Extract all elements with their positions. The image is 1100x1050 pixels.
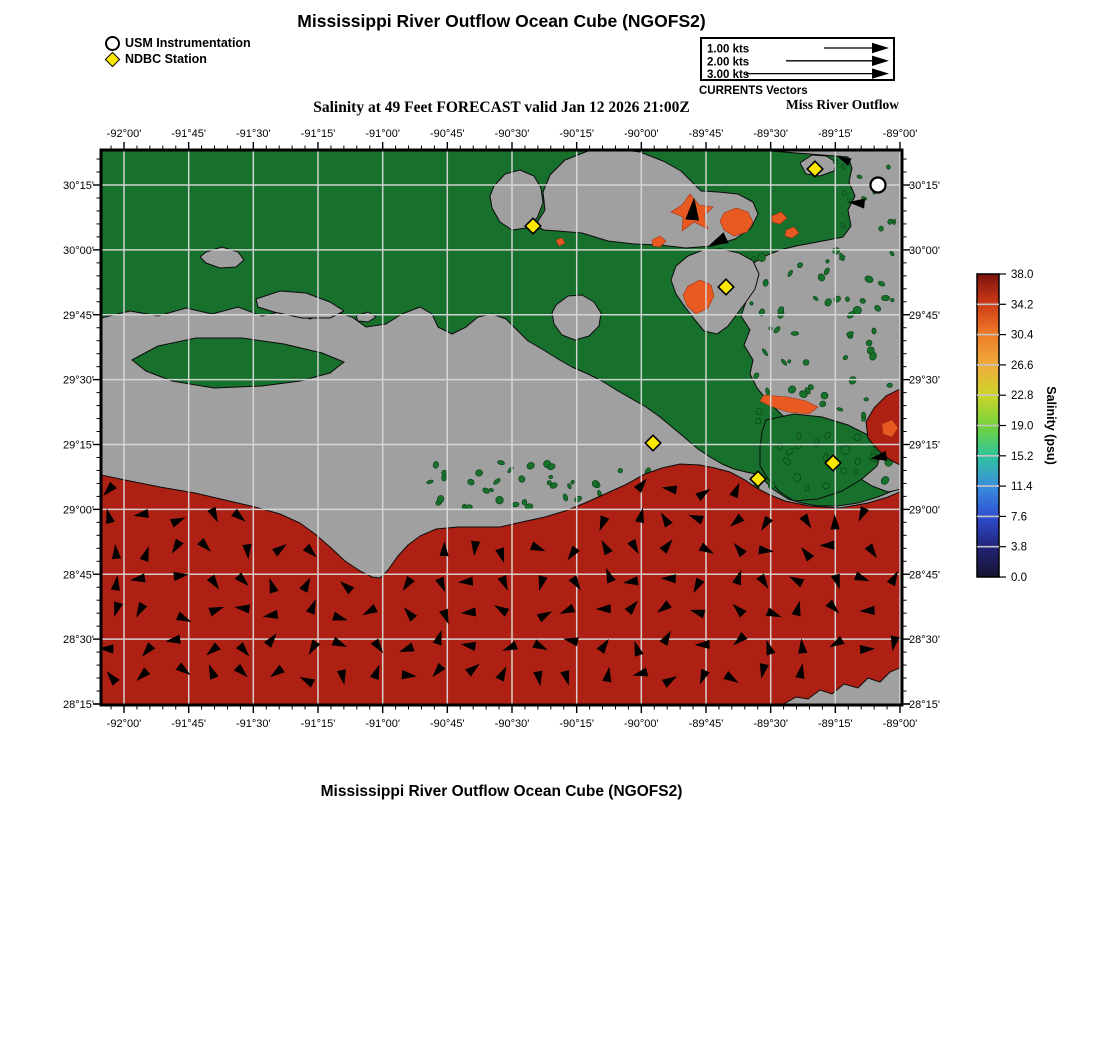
lat-tick-label-left: 28°45': [63, 569, 94, 582]
lon-tick-label-bottom: -90°30': [494, 718, 530, 730]
colorbar-tick-label: 26.6: [1011, 359, 1034, 372]
lon-tick-label-bottom: -89°15': [817, 718, 853, 730]
lon-tick-label-top: -91°30': [235, 128, 271, 140]
lon-tick-label-bottom: -89°45': [688, 718, 724, 730]
region-label: Miss River Outflow: [786, 97, 899, 112]
lat-tick-label-left: 28°15': [63, 699, 94, 711]
lon-tick-label-top: -89°30': [753, 128, 789, 140]
colorbar-tick-label: 15.2: [1011, 450, 1034, 463]
colorbar-tick-label: 3.8: [1011, 541, 1027, 554]
colorbar-tick-label: 30.4: [1011, 329, 1034, 342]
lon-tick-label-bottom: -91°45': [171, 718, 207, 730]
lon-tick-label-top: -89°15': [817, 128, 853, 140]
colorbar-tick-label: 22.8: [1011, 390, 1034, 403]
lon-tick-label-top: -89°00': [882, 128, 918, 140]
colorbar-tick-label: 34.2: [1011, 299, 1034, 312]
lon-tick-label-bottom: -90°00': [623, 718, 659, 730]
lon-tick-label-bottom: -92°00': [106, 718, 142, 730]
figure-title-top: Mississippi River Outflow Ocean Cube (NGOFS2): [297, 11, 706, 31]
lat-tick-label-right: 30°15': [909, 180, 940, 192]
colorbar-tick-label: 19.0: [1011, 420, 1034, 433]
lon-tick-label-bottom: -91°30': [235, 718, 271, 730]
currents-caption: CURRENTS Vectors: [699, 85, 808, 97]
usm-legend-label: USM Instrumentation: [125, 36, 251, 50]
lon-tick-label-bottom: -90°15': [559, 718, 595, 730]
lat-tick-label-right: 28°45': [909, 569, 940, 582]
currents-speed-label: 2.00 kts: [707, 56, 750, 69]
lat-tick-label-right: 29°00': [909, 504, 940, 517]
lat-tick-label-left: 30°00': [63, 244, 94, 257]
lat-tick-label-right: 28°30': [909, 634, 940, 647]
colorbar-tick-label: 0.0: [1011, 572, 1027, 584]
colorbar-title: Salinity (psu): [1044, 386, 1058, 465]
currents-speed-label: 3.00 kts: [707, 69, 750, 79]
ndbc-legend-label: NDBC Station: [125, 52, 207, 66]
lat-tick-label-left: 29°45': [63, 309, 94, 322]
lat-tick-label-right: 29°30': [909, 374, 940, 387]
currents-speed-label: 1.00 kts: [707, 43, 750, 56]
lon-tick-label-top: -91°00': [365, 128, 401, 140]
lat-tick-label-right: 28°15': [909, 699, 940, 711]
lon-tick-label-bottom: -91°15': [300, 718, 336, 730]
lon-tick-label-top: -90°00': [623, 128, 659, 140]
map-area: [98, 149, 902, 705]
colorbar-tick-label: 38.0: [1011, 269, 1034, 281]
figure-title-bottom: Mississippi River Outflow Ocean Cube (NGOFS2): [320, 783, 683, 800]
lon-tick-label-top: -92°00': [106, 128, 142, 140]
lat-tick-label-left: 30°15': [63, 180, 94, 192]
colorbar-tick-label: 11.4: [1011, 481, 1033, 494]
colorbar-tick-label: 7.6: [1011, 511, 1027, 524]
lon-tick-label-top: -91°45': [171, 128, 207, 140]
lat-tick-label-left: 29°00': [63, 504, 94, 517]
lat-tick-label-right: 29°15': [909, 439, 940, 452]
lat-tick-label-left: 29°30': [63, 374, 94, 387]
lat-tick-label-left: 28°30': [63, 634, 94, 647]
plot-subtitle: Salinity at 49 Feet FORECAST valid Jan 12 2026 21:00Z: [313, 99, 690, 116]
lat-tick-label-right: 29°45': [909, 309, 940, 322]
lon-tick-label-top: -90°15': [559, 128, 595, 140]
lon-tick-label-bottom: -90°45': [429, 718, 465, 730]
colorbar: [977, 269, 1058, 584]
lon-tick-label-top: -89°45': [688, 128, 724, 140]
lon-tick-label-top: -91°15': [300, 128, 336, 140]
lat-tick-label-left: 29°15': [63, 439, 94, 452]
lon-tick-label-top: -90°45': [429, 128, 465, 140]
lon-tick-label-bottom: -91°00': [365, 718, 401, 730]
lon-tick-label-bottom: -89°00': [882, 718, 918, 730]
lon-tick-label-top: -90°30': [494, 128, 530, 140]
usm-station-marker: [871, 178, 886, 193]
lon-tick-label-bottom: -89°30': [753, 718, 789, 730]
lat-tick-label-right: 30°00': [909, 244, 940, 257]
